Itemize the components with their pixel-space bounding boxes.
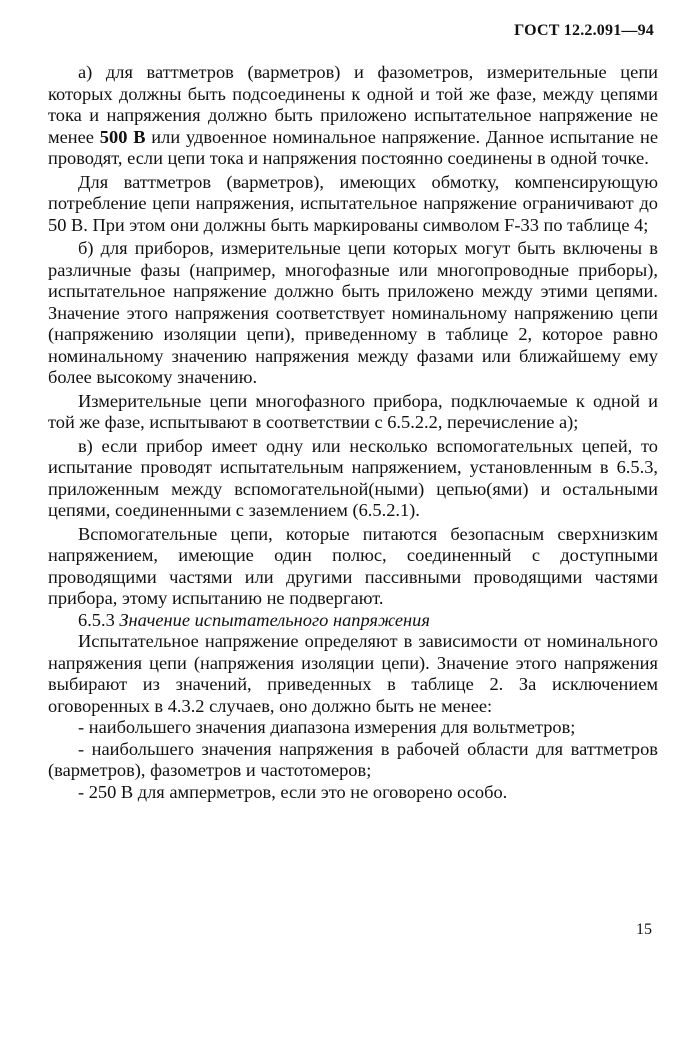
paragraph-c: в) если прибор имеет одну или несколько вспомогательных цепей, то испытание проводят испытательным напряжением, установленным в 6.5.3, приложенным между вспомогательной(ными) цепью(ями) и остальными цепями, соединенными с заземлением (6.5.2.1). [48, 435, 658, 520]
document-number: ГОСТ 12.2.091—94 [514, 22, 654, 39]
paragraph-multiphase: Измерительные цепи многофазного прибора, подключаемые к одной и той же фазе, испытывают в соответствии с 6.5.2.2, перечисление а); [48, 390, 658, 432]
paragraph-auxiliary: Вспомогательные цепи, которые питаются безопасным сверхнизким напряжением, имеющие один полюс, соединенный с доступными проводящими частями или другими пассивными проводящими частями прибора, этому испытанию не подвергают. [48, 523, 658, 608]
document-body [48, 62, 658, 803]
list-item-wattmeters: - наибольшего значения напряжения в рабочей области для ваттметров (варметров), фазометров и частотомеров; [48, 738, 658, 780]
paragraph-b: б) для приборов, измерительные цепи которых могут быть включены в различные фазы (например, многофазные или многопроводные приборы), испытательное напряжение должно быть приложено между этими цепями. Значение этого напряжения соответствует номинальному напряжению цепи (напряжению изоляции цепи), приведенному в таблице 2, которое равно номинальному значению напряжения между фазами или ближайшему ему более высокому значению. [48, 238, 658, 387]
paragraph-a-text-2: или удвоенное номинальное напряжение. Данное испытание не проводят, если цепи тока и напряжения постоянно соединены в одной точке. [48, 126, 658, 168]
paragraph-wattmeters: Для ваттметров (варметров), имеющих обмотку, компенсирующую потребление цепи напряжения, испытательное напряжение ограничивают до 50 В. При этом они должны быть маркированы символом F-33 по таблице 4; [48, 171, 658, 235]
page-number: 15 [636, 921, 652, 938]
section-title: Значение испытательного напряжения [119, 609, 430, 630]
list-item-voltmeters: - наибольшего значения диапазона измерения для вольтметров; [78, 717, 576, 737]
list-item-ammeters: - 250 В для амперметров, если это не оговорено особо. [78, 781, 508, 802]
paragraph-a [48, 62, 658, 170]
section-heading [48, 610, 658, 632]
paragraph-test-voltage: Испытательное напряжение определяют в зависимости от номинального напряжения цепи (напряжения изоляции цепи). Значение этого напряжения выбирают из значений, приведенных в таблице 2. За исключением оговоренных в 4.3.2 случаев, оно должно быть не менее: [48, 631, 658, 716]
paragraph-a-voltage: 500 В [99, 126, 146, 147]
section-number: 6.5.3 [78, 609, 115, 630]
paragraph-a-text-1: а) для ваттметров (варметров) и фазометров, измерительные цепи которых должны быть подсоединены к одной и той же фазе, между цепями тока и напряжения должно быть приложено испытательное напряжение не менее [48, 62, 658, 147]
